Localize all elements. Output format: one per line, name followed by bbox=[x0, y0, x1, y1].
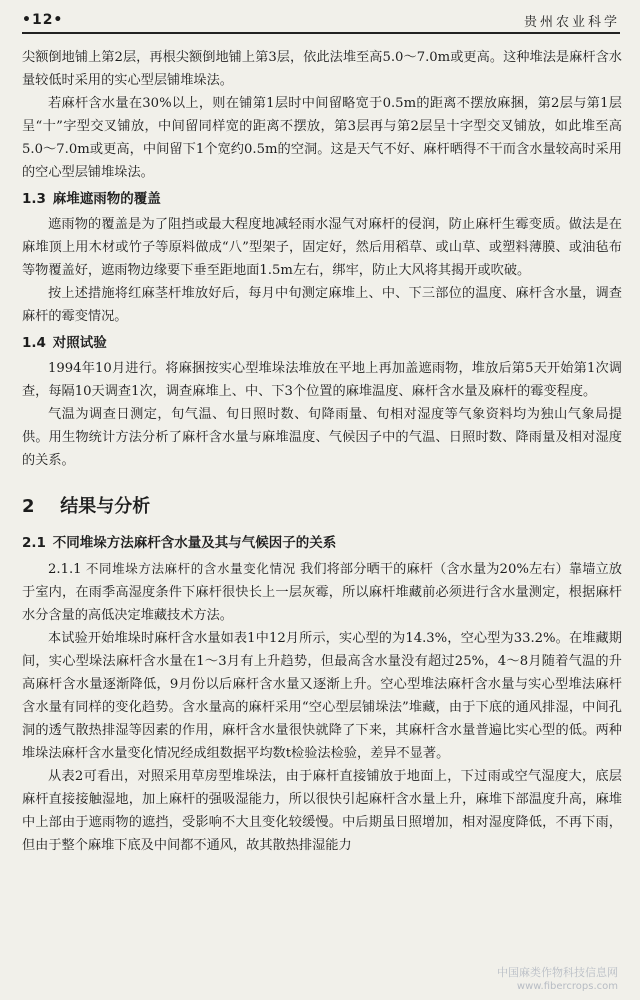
page-number: •12• bbox=[22, 12, 64, 28]
section-title: 对照试验 bbox=[52, 335, 107, 351]
paragraph-control-analysis: 气温为调查日测定，旬气温、旬日照时数、旬降雨量、旬相对湿度等气象资料均为独山气象局提供。用生物统计方法分析了麻杆含水量与麻堆温度、气候因子中的气温、日照时数、降雨量及相对湿度的关系。 bbox=[22, 407, 622, 468]
paragraph-continuation: 尖额倒地铺上第2层，再根尖额倒地铺上第3层，依此法堆至高5.0～7.0m或更高。这种堆法是麻杆含水量较低时采用的实心型层铺堆垛法。 bbox=[22, 50, 622, 88]
paragraph-2-1-1 bbox=[22, 557, 622, 627]
article-body bbox=[22, 46, 622, 857]
paragraph-results-moisture: 本试验开始堆垛时麻杆含水量如表1中12月所示，实心型的为14.3%，空心型为33.2%。在堆藏期间，实心型垛法麻杆含水量在1～3月有上升趋势，但最高含水量没有超过25%，4～8月随着气温的升高麻杆含水量逐渐降低，9月份以后麻杆含水量又逐渐上升。空心型堆法麻杆含水量与实心型堆法麻杆含水量有同样的变化趋势。含水量高的麻杆采用“空心型层铺垛法”堆藏，由于下底的通风排湿，中间孔洞的透气散热排湿等因素的作用，麻杆含水量很快就降了下来，其麻杆含水量普遍比实心型的低。两种堆垛法麻杆含水量变化情况经成组数据平均数t检验法检验，差异不显著。 bbox=[22, 631, 622, 761]
section-heading-2-1 bbox=[22, 532, 622, 555]
subsection-title: 不同堆垛方法麻杆的含水量变化情况 bbox=[85, 561, 296, 576]
section-heading-1-4 bbox=[22, 332, 622, 355]
watermark-url: www.fibercrops.com bbox=[516, 981, 618, 992]
paragraph-cover-monitoring: 按上述措施将红麻茎杆堆放好后，每月中旬测定麻堆上、中、下三部位的温度、麻杆含水量，调查麻杆的霉变情况。 bbox=[22, 286, 622, 324]
subsection-number: 2.1.1 bbox=[48, 562, 82, 577]
section-number: 2.1 bbox=[22, 535, 46, 551]
paragraph-cover-method: 遮雨物的覆盖是为了阻挡或最大程度地减轻雨水湿气对麻杆的侵润，防止麻杆生霉变质。做法是在麻堆顶上用木材或竹子等原料做成“八”型架子，固定好，然后用稻草、或山草、或塑料薄膜、或油毡布等物覆盖好，遮雨物边缘要下垂至距地面1.5m左右，绑牢，防止大风将其揭开或吹破。 bbox=[22, 217, 622, 278]
section-heading-1-3 bbox=[22, 188, 622, 211]
watermark-site-name: 中国麻类作物科技信息网 bbox=[497, 966, 618, 979]
paragraph-hollow-stacking: 若麻杆含水量在30%以上，则在铺第1层时中间留略宽于0.5m的距离不摆放麻捆，第2层与第1层呈“十”字型交叉铺放，中间留同样宽的距离不摆放，第3层再与第2层呈十字型交叉铺放，如此堆至高5.0～7.0m或更高，中间留下1个宽约0.5m的空洞。这是天气不好、麻杆晒得不干而含水量较高时采用的空心型层铺堆垛法。 bbox=[22, 96, 622, 180]
section-title: 不同堆垛方法麻杆含水量及其与气候因子的关系 bbox=[52, 535, 337, 551]
subsection-text: 我们将部分晒干的麻杆（含水量为20%左右）靠墙立放于室内，在雨季高湿度条件下麻杆很快长上一层灰霉，所以麻杆堆藏前必须进行含水量测定，根据麻杆水分含量的高低决定堆藏技术方法。 bbox=[22, 562, 622, 623]
page-header bbox=[22, 8, 620, 34]
journal-title: 贵州农业科学 bbox=[523, 14, 620, 30]
watermark bbox=[497, 966, 618, 994]
paragraph-control-setup: 1994年10月进行。将麻捆按实心型堆垛法堆放在平地上再加盖遮雨物，堆放后第5天开始第1次调查，每隔10天调查1次，调查麻堆上、中、下3个位置的麻堆温度、麻杆含水量及麻杆的霉变程度。 bbox=[22, 361, 622, 399]
section-number: 1.3 bbox=[22, 191, 46, 207]
section-number: 2 bbox=[22, 496, 35, 517]
paragraph-results-control: 从表2可看出，对照采用草房型堆垛法，由于麻杆直接铺放于地面上，下过雨或空气湿度大，底层麻杆直接接触湿地，加上麻杆的强吸湿能力，所以很快引起麻杆含水量上升，麻堆下部温度升高，麻堆中上部由于遮雨物的遮挡，受影响不大且变化较缓慢。中后期虽日照增加，相对湿度降低，不再下雨，但由于整个麻堆下底及中间都不通风，故其散热排湿能力 bbox=[22, 769, 622, 853]
section-heading-2 bbox=[22, 494, 622, 520]
section-number: 1.4 bbox=[22, 335, 46, 351]
section-title: 麻堆遮雨物的覆盖 bbox=[52, 191, 161, 207]
section-title: 结果与分析 bbox=[60, 496, 151, 517]
